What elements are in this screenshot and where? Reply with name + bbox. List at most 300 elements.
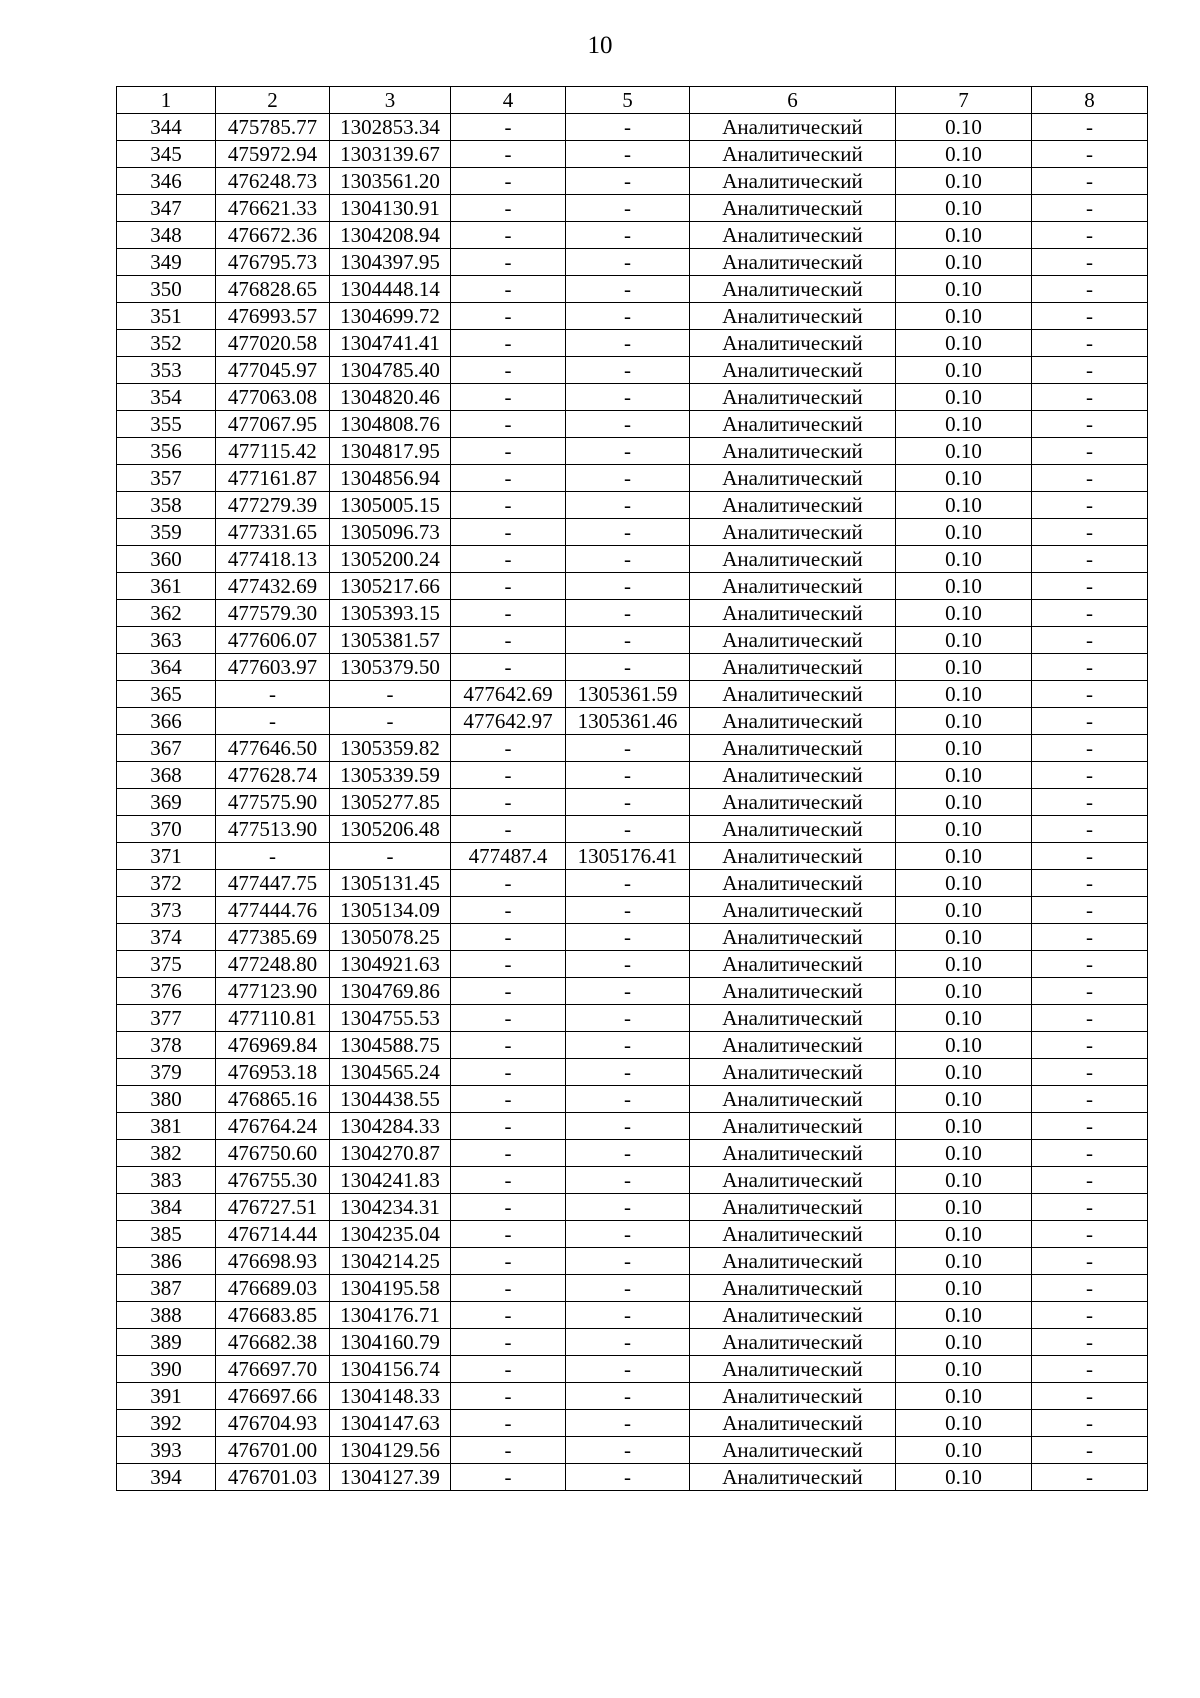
cell-y-coordinate-alt: - [566, 195, 690, 222]
cell-y-coordinate-alt: - [566, 951, 690, 978]
cell-accuracy: 0.10 [896, 249, 1032, 276]
cell-x-coordinate-alt: - [451, 114, 566, 141]
cell-point-number: 379 [117, 1059, 216, 1086]
cell-notes: - [1032, 600, 1148, 627]
cell-point-number: 349 [117, 249, 216, 276]
cell-x-coordinate: 477067.95 [216, 411, 330, 438]
cell-y-coordinate: 1304785.40 [330, 357, 451, 384]
cell-method: Аналитический [690, 924, 896, 951]
cell-y-coordinate: 1304148.33 [330, 1383, 451, 1410]
cell-point-number: 380 [117, 1086, 216, 1113]
cell-y-coordinate-alt: - [566, 1194, 690, 1221]
cell-point-number: 365 [117, 681, 216, 708]
cell-notes: - [1032, 762, 1148, 789]
cell-x-coordinate-alt: - [451, 492, 566, 519]
cell-accuracy: 0.10 [896, 870, 1032, 897]
cell-y-coordinate: 1304160.79 [330, 1329, 451, 1356]
cell-method: Аналитический [690, 978, 896, 1005]
cell-x-coordinate-alt: - [451, 762, 566, 789]
cell-notes: - [1032, 1329, 1148, 1356]
cell-method: Аналитический [690, 1356, 896, 1383]
cell-point-number: 385 [117, 1221, 216, 1248]
cell-method: Аналитический [690, 1383, 896, 1410]
cell-x-coordinate-alt: 477642.97 [451, 708, 566, 735]
cell-notes: - [1032, 465, 1148, 492]
table-row [117, 951, 1148, 978]
cell-method: Аналитический [690, 681, 896, 708]
column-header-method: 6 [690, 87, 896, 114]
cell-x-coordinate-alt: - [451, 276, 566, 303]
table-row [117, 1302, 1148, 1329]
cell-y-coordinate-alt: - [566, 1059, 690, 1086]
cell-method: Аналитический [690, 1005, 896, 1032]
table-row [117, 303, 1148, 330]
cell-x-coordinate: 476795.73 [216, 249, 330, 276]
cell-notes: - [1032, 114, 1148, 141]
column-header-y-coordinate-alt: 5 [566, 87, 690, 114]
cell-notes: - [1032, 1248, 1148, 1275]
cell-point-number: 360 [117, 546, 216, 573]
table-row [117, 681, 1148, 708]
cell-accuracy: 0.10 [896, 762, 1032, 789]
cell-method: Аналитический [690, 1329, 896, 1356]
cell-accuracy: 0.10 [896, 816, 1032, 843]
cell-notes: - [1032, 627, 1148, 654]
cell-accuracy: 0.10 [896, 1356, 1032, 1383]
cell-y-coordinate: - [330, 708, 451, 735]
column-header-point-number: 1 [117, 87, 216, 114]
cell-y-coordinate: 1305134.09 [330, 897, 451, 924]
cell-point-number: 364 [117, 654, 216, 681]
cell-notes: - [1032, 1059, 1148, 1086]
cell-notes: - [1032, 357, 1148, 384]
cell-notes: - [1032, 924, 1148, 951]
cell-y-coordinate: 1304769.86 [330, 978, 451, 1005]
column-header-x-coordinate: 2 [216, 87, 330, 114]
table-row [117, 195, 1148, 222]
cell-method: Аналитический [690, 1248, 896, 1275]
table-row [117, 1329, 1148, 1356]
cell-y-coordinate: 1305393.15 [330, 600, 451, 627]
cell-x-coordinate: 477444.76 [216, 897, 330, 924]
cell-accuracy: 0.10 [896, 600, 1032, 627]
cell-notes: - [1032, 1356, 1148, 1383]
table-row [117, 1194, 1148, 1221]
cell-y-coordinate: 1303139.67 [330, 141, 451, 168]
cell-point-number: 394 [117, 1464, 216, 1491]
cell-accuracy: 0.10 [896, 411, 1032, 438]
cell-x-coordinate-alt: - [451, 870, 566, 897]
cell-method: Аналитический [690, 1410, 896, 1437]
cell-x-coordinate: 477513.90 [216, 816, 330, 843]
cell-y-coordinate-alt: - [566, 276, 690, 303]
cell-accuracy: 0.10 [896, 168, 1032, 195]
cell-accuracy: 0.10 [896, 951, 1032, 978]
cell-point-number: 393 [117, 1437, 216, 1464]
table-row [117, 573, 1148, 600]
cell-accuracy: 0.10 [896, 1275, 1032, 1302]
table-row [117, 141, 1148, 168]
page-number: 10 [587, 32, 613, 59]
cell-accuracy: 0.10 [896, 1248, 1032, 1275]
cell-accuracy: 0.10 [896, 1464, 1032, 1491]
cell-x-coordinate-alt: - [451, 330, 566, 357]
table-header-row [117, 87, 1148, 114]
cell-x-coordinate: 476248.73 [216, 168, 330, 195]
cell-point-number: 369 [117, 789, 216, 816]
cell-point-number: 348 [117, 222, 216, 249]
column-header-accuracy: 7 [896, 87, 1032, 114]
cell-y-coordinate-alt: - [566, 1356, 690, 1383]
cell-accuracy: 0.10 [896, 789, 1032, 816]
cell-x-coordinate: 476764.24 [216, 1113, 330, 1140]
cell-y-coordinate-alt: 1305361.59 [566, 681, 690, 708]
cell-accuracy: 0.10 [896, 1437, 1032, 1464]
cell-x-coordinate: 477110.81 [216, 1005, 330, 1032]
cell-notes: - [1032, 1437, 1148, 1464]
table-row [117, 1383, 1148, 1410]
cell-x-coordinate-alt: - [451, 465, 566, 492]
table-row [117, 978, 1148, 1005]
cell-point-number: 350 [117, 276, 216, 303]
cell-x-coordinate-alt: - [451, 924, 566, 951]
cell-y-coordinate-alt: - [566, 222, 690, 249]
table-row [117, 114, 1148, 141]
cell-x-coordinate: 476621.33 [216, 195, 330, 222]
table-row [117, 1086, 1148, 1113]
cell-accuracy: 0.10 [896, 1329, 1032, 1356]
cell-accuracy: 0.10 [896, 141, 1032, 168]
cell-y-coordinate-alt: - [566, 1140, 690, 1167]
table-body [117, 114, 1148, 1491]
cell-method: Аналитический [690, 303, 896, 330]
cell-point-number: 345 [117, 141, 216, 168]
cell-method: Аналитический [690, 492, 896, 519]
cell-y-coordinate-alt: - [566, 330, 690, 357]
cell-x-coordinate-alt: - [451, 195, 566, 222]
cell-method: Аналитический [690, 1086, 896, 1113]
cell-point-number: 351 [117, 303, 216, 330]
cell-notes: - [1032, 1194, 1148, 1221]
table-row [117, 168, 1148, 195]
cell-notes: - [1032, 978, 1148, 1005]
cell-notes: - [1032, 1383, 1148, 1410]
cell-x-coordinate-alt: - [451, 1113, 566, 1140]
cell-accuracy: 0.10 [896, 519, 1032, 546]
cell-accuracy: 0.10 [896, 303, 1032, 330]
cell-notes: - [1032, 1302, 1148, 1329]
cell-y-coordinate: 1305379.50 [330, 654, 451, 681]
table-row [117, 249, 1148, 276]
cell-y-coordinate: 1304195.58 [330, 1275, 451, 1302]
cell-accuracy: 0.10 [896, 1383, 1032, 1410]
cell-point-number: 363 [117, 627, 216, 654]
cell-point-number: 362 [117, 600, 216, 627]
cell-y-coordinate: 1303561.20 [330, 168, 451, 195]
cell-y-coordinate-alt: 1305176.41 [566, 843, 690, 870]
cell-y-coordinate-alt: - [566, 384, 690, 411]
cell-accuracy: 0.10 [896, 1302, 1032, 1329]
cell-y-coordinate-alt: - [566, 600, 690, 627]
cell-point-number: 353 [117, 357, 216, 384]
cell-point-number: 361 [117, 573, 216, 600]
cell-accuracy: 0.10 [896, 1086, 1032, 1113]
cell-point-number: 347 [117, 195, 216, 222]
cell-notes: - [1032, 303, 1148, 330]
cell-x-coordinate-alt: - [451, 816, 566, 843]
cell-y-coordinate: 1304284.33 [330, 1113, 451, 1140]
cell-y-coordinate-alt: - [566, 1302, 690, 1329]
cell-y-coordinate-alt: - [566, 789, 690, 816]
cell-y-coordinate: - [330, 843, 451, 870]
cell-accuracy: 0.10 [896, 438, 1032, 465]
table-row [117, 1410, 1148, 1437]
cell-method: Аналитический [690, 330, 896, 357]
cell-notes: - [1032, 735, 1148, 762]
cell-y-coordinate: 1302853.34 [330, 114, 451, 141]
cell-point-number: 391 [117, 1383, 216, 1410]
cell-accuracy: 0.10 [896, 1059, 1032, 1086]
cell-x-coordinate: 475785.77 [216, 114, 330, 141]
cell-notes: - [1032, 1032, 1148, 1059]
cell-y-coordinate-alt: 1305361.46 [566, 708, 690, 735]
cell-x-coordinate: 476704.93 [216, 1410, 330, 1437]
cell-method: Аналитический [690, 357, 896, 384]
cell-method: Аналитический [690, 1194, 896, 1221]
table-row [117, 1140, 1148, 1167]
cell-notes: - [1032, 438, 1148, 465]
cell-x-coordinate: - [216, 681, 330, 708]
cell-accuracy: 0.10 [896, 978, 1032, 1005]
cell-method: Аналитический [690, 141, 896, 168]
cell-y-coordinate-alt: - [566, 816, 690, 843]
table-row [117, 465, 1148, 492]
cell-x-coordinate: 477279.39 [216, 492, 330, 519]
cell-method: Аналитический [690, 438, 896, 465]
cell-y-coordinate: 1304208.94 [330, 222, 451, 249]
cell-method: Аналитический [690, 654, 896, 681]
cell-x-coordinate: - [216, 843, 330, 870]
table-row [117, 762, 1148, 789]
cell-point-number: 359 [117, 519, 216, 546]
cell-x-coordinate: 477646.50 [216, 735, 330, 762]
cell-x-coordinate-alt: - [451, 951, 566, 978]
cell-x-coordinate-alt: - [451, 168, 566, 195]
cell-point-number: 367 [117, 735, 216, 762]
cell-y-coordinate-alt: - [566, 1410, 690, 1437]
table-row [117, 627, 1148, 654]
cell-point-number: 371 [117, 843, 216, 870]
cell-method: Аналитический [690, 1221, 896, 1248]
table-row [117, 843, 1148, 870]
cell-point-number: 375 [117, 951, 216, 978]
cell-notes: - [1032, 573, 1148, 600]
cell-x-coordinate-alt: - [451, 1356, 566, 1383]
cell-y-coordinate-alt: - [566, 114, 690, 141]
cell-y-coordinate: 1304588.75 [330, 1032, 451, 1059]
cell-notes: - [1032, 708, 1148, 735]
cell-notes: - [1032, 1167, 1148, 1194]
cell-accuracy: 0.10 [896, 1410, 1032, 1437]
cell-accuracy: 0.10 [896, 681, 1032, 708]
cell-point-number: 386 [117, 1248, 216, 1275]
cell-notes: - [1032, 1464, 1148, 1491]
cell-accuracy: 0.10 [896, 897, 1032, 924]
table-row [117, 1032, 1148, 1059]
cell-x-coordinate: 476714.44 [216, 1221, 330, 1248]
cell-y-coordinate-alt: - [566, 924, 690, 951]
cell-method: Аналитический [690, 1032, 896, 1059]
cell-y-coordinate-alt: - [566, 1167, 690, 1194]
cell-x-coordinate: 476672.36 [216, 222, 330, 249]
cell-notes: - [1032, 897, 1148, 924]
cell-y-coordinate: 1304214.25 [330, 1248, 451, 1275]
cell-x-coordinate-alt: - [451, 1437, 566, 1464]
cell-x-coordinate-alt: - [451, 789, 566, 816]
cell-accuracy: 0.10 [896, 573, 1032, 600]
table-row [117, 411, 1148, 438]
table-row [117, 492, 1148, 519]
cell-accuracy: 0.10 [896, 465, 1032, 492]
cell-x-coordinate: 477603.97 [216, 654, 330, 681]
cell-x-coordinate: 476683.85 [216, 1302, 330, 1329]
cell-x-coordinate-alt: - [451, 600, 566, 627]
cell-x-coordinate-alt: - [451, 654, 566, 681]
column-header-x-coordinate-alt: 4 [451, 87, 566, 114]
cell-method: Аналитический [690, 465, 896, 492]
cell-notes: - [1032, 492, 1148, 519]
cell-notes: - [1032, 1410, 1148, 1437]
cell-x-coordinate-alt: - [451, 249, 566, 276]
cell-y-coordinate-alt: - [566, 1437, 690, 1464]
cell-x-coordinate-alt: - [451, 1275, 566, 1302]
cell-point-number: 355 [117, 411, 216, 438]
cell-y-coordinate: 1304127.39 [330, 1464, 451, 1491]
cell-x-coordinate: 476727.51 [216, 1194, 330, 1221]
cell-notes: - [1032, 1275, 1148, 1302]
cell-x-coordinate-alt: - [451, 978, 566, 1005]
cell-x-coordinate: 476953.18 [216, 1059, 330, 1086]
cell-accuracy: 0.10 [896, 222, 1032, 249]
cell-y-coordinate-alt: - [566, 465, 690, 492]
cell-point-number: 357 [117, 465, 216, 492]
cell-y-coordinate-alt: - [566, 141, 690, 168]
cell-accuracy: 0.10 [896, 1005, 1032, 1032]
cell-point-number: 390 [117, 1356, 216, 1383]
cell-notes: - [1032, 951, 1148, 978]
cell-y-coordinate: 1305096.73 [330, 519, 451, 546]
cell-notes: - [1032, 654, 1148, 681]
cell-x-coordinate: 476750.60 [216, 1140, 330, 1167]
cell-x-coordinate: 477045.97 [216, 357, 330, 384]
cell-notes: - [1032, 276, 1148, 303]
cell-point-number: 378 [117, 1032, 216, 1059]
table-row [117, 924, 1148, 951]
cell-y-coordinate: 1304270.87 [330, 1140, 451, 1167]
cell-method: Аналитический [690, 573, 896, 600]
cell-y-coordinate-alt: - [566, 492, 690, 519]
cell-y-coordinate: 1304817.95 [330, 438, 451, 465]
cell-x-coordinate-alt: - [451, 1005, 566, 1032]
cell-x-coordinate-alt: - [451, 1383, 566, 1410]
cell-y-coordinate-alt: - [566, 303, 690, 330]
table-row [117, 1005, 1148, 1032]
cell-x-coordinate: 476828.65 [216, 276, 330, 303]
cell-notes: - [1032, 1140, 1148, 1167]
cell-x-coordinate-alt: - [451, 141, 566, 168]
cell-point-number: 370 [117, 816, 216, 843]
cell-y-coordinate: 1305277.85 [330, 789, 451, 816]
cell-notes: - [1032, 1086, 1148, 1113]
cell-method: Аналитический [690, 249, 896, 276]
cell-x-coordinate: 476689.03 [216, 1275, 330, 1302]
cell-y-coordinate-alt: - [566, 654, 690, 681]
cell-y-coordinate: 1304438.55 [330, 1086, 451, 1113]
cell-x-coordinate: 477432.69 [216, 573, 330, 600]
cell-notes: - [1032, 843, 1148, 870]
cell-method: Аналитический [690, 384, 896, 411]
cell-x-coordinate: 477418.13 [216, 546, 330, 573]
cell-point-number: 374 [117, 924, 216, 951]
cell-method: Аналитический [690, 411, 896, 438]
cell-accuracy: 0.10 [896, 924, 1032, 951]
cell-notes: - [1032, 249, 1148, 276]
cell-notes: - [1032, 681, 1148, 708]
cell-x-coordinate: - [216, 708, 330, 735]
table-row [117, 546, 1148, 573]
cell-method: Аналитический [690, 1167, 896, 1194]
cell-y-coordinate: 1304176.71 [330, 1302, 451, 1329]
cell-x-coordinate-alt: - [451, 1302, 566, 1329]
cell-notes: - [1032, 546, 1148, 573]
table-row [117, 519, 1148, 546]
cell-accuracy: 0.10 [896, 1194, 1032, 1221]
cell-point-number: 377 [117, 1005, 216, 1032]
table-row [117, 222, 1148, 249]
cell-y-coordinate-alt: - [566, 249, 690, 276]
table-row [117, 1275, 1148, 1302]
cell-y-coordinate-alt: - [566, 411, 690, 438]
cell-method: Аналитический [690, 816, 896, 843]
cell-notes: - [1032, 789, 1148, 816]
cell-y-coordinate-alt: - [566, 978, 690, 1005]
cell-x-coordinate: 477161.87 [216, 465, 330, 492]
cell-y-coordinate-alt: - [566, 1032, 690, 1059]
cell-x-coordinate-alt: - [451, 1410, 566, 1437]
cell-point-number: 356 [117, 438, 216, 465]
cell-accuracy: 0.10 [896, 357, 1032, 384]
cell-method: Аналитический [690, 627, 896, 654]
cell-accuracy: 0.10 [896, 330, 1032, 357]
table-row [117, 330, 1148, 357]
cell-x-coordinate-alt: - [451, 735, 566, 762]
table-row [117, 789, 1148, 816]
cell-accuracy: 0.10 [896, 546, 1032, 573]
cell-accuracy: 0.10 [896, 114, 1032, 141]
cell-x-coordinate: 477575.90 [216, 789, 330, 816]
cell-notes: - [1032, 384, 1148, 411]
cell-method: Аналитический [690, 1464, 896, 1491]
cell-y-coordinate: - [330, 681, 451, 708]
cell-x-coordinate-alt: - [451, 1329, 566, 1356]
cell-x-coordinate-alt: - [451, 573, 566, 600]
cell-method: Аналитический [690, 1113, 896, 1140]
cell-method: Аналитический [690, 843, 896, 870]
cell-x-coordinate: 477123.90 [216, 978, 330, 1005]
cell-method: Аналитический [690, 897, 896, 924]
cell-accuracy: 0.10 [896, 1221, 1032, 1248]
cell-y-coordinate: 1305359.82 [330, 735, 451, 762]
